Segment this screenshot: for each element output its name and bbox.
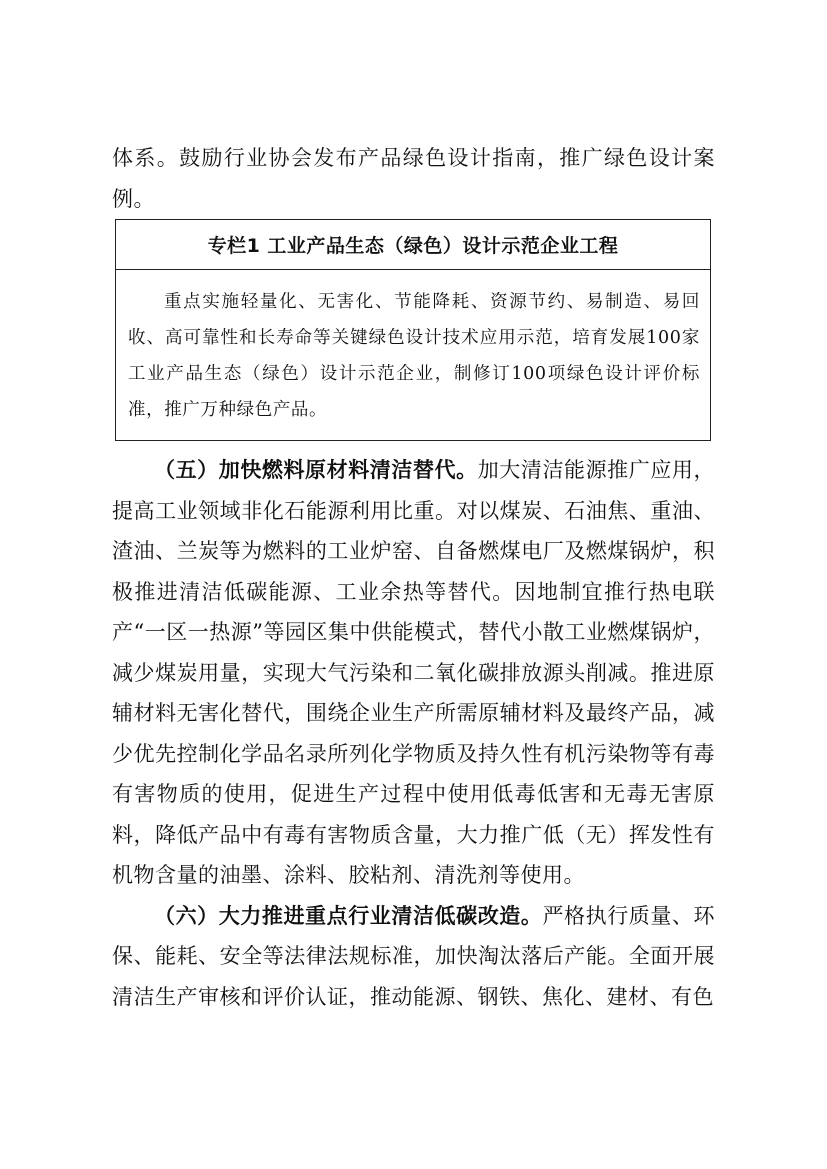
section-6-text: 严格执行质量、环保、能耗、安全等法律法规标准，加快淘汰落后产能。全面开展清洁生产审核和评价认证，推动能源、钢铁、焦化、建材、有色 xyxy=(112,903,716,1009)
intro-paragraph: 体系。鼓励行业协会发布产品绿色设计指南，推广绿色设计案例。 xyxy=(112,146,715,211)
section-5-paragraph xyxy=(112,450,715,896)
section-6-paragraph xyxy=(112,896,715,1018)
intro-block xyxy=(112,138,715,219)
feature-box-title: 专栏1 工业产品生态（绿色）设计示范企业工程 xyxy=(116,220,710,270)
section-5-text: 加大清洁能源推广应用，提高工业领域非化石能源利用比重。对以煤炭、石油焦、重油、渣油、兰炭等为燃料的工业炉窑、自备燃煤电厂及燃煤锅炉，积极推进清洁低碳能源、工业余热等替代。因地制宜推行热电联产“一区一热源”等园区集中供能模式，替代小散工业燃煤锅炉，减少煤炭用量，实现大气污染和二氧化碳排放源头削减。推进原辅材料无害化替代，围绕企业生产所需原辅材料及最终产品，减少优先控制化学品名录所列化学物质及持久性有机污染物等有毒有害物质的使用，促进生产过程中使用低毒低害和无毒无害原料，降低产品中有毒有害物质含量，大力推广低（无）挥发性有机物含量的油墨、涂料、胶粘剂、清洗剂等使用。 xyxy=(112,458,716,887)
feature-box-body xyxy=(116,270,710,428)
feature-box-text: 重点实施轻量化、无害化、节能降耗、资源节约、易制造、易回收、高可靠性和长寿命等关键绿色设计技术应用示范，培育发展100家工业产品生态（绿色）设计示范企业，制修订100项绿色设计评价标准，推广万种绿色产品。 xyxy=(128,292,700,420)
section-6-heading: （六）大力推进重点行业清洁低碳改造。 xyxy=(154,902,543,928)
section-5-heading: （五）加快燃料原材料清洁替代。 xyxy=(154,457,478,482)
feature-box xyxy=(115,219,711,441)
main-content xyxy=(112,450,715,1017)
